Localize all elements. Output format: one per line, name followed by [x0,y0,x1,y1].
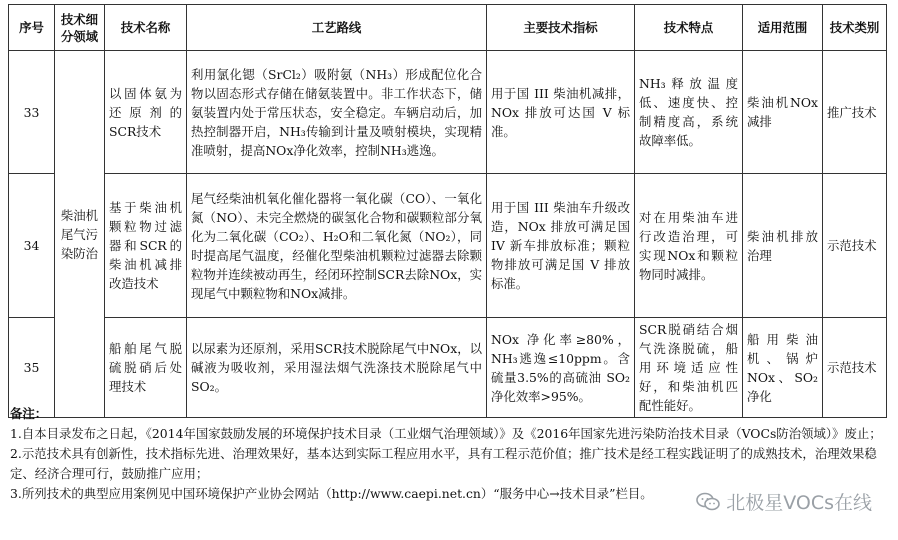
row-route: 尾气经柴油机氧化催化器将一氧化碳（CO）、一氧化氮（NO）、未完全燃烧的碳氢化合物和碳颗粒部分氧化为二氧化碳（CO₂）、H₂O和二氧化氮（NO₂），同时提高尾气温度，经催化型柴油机颗粒过滤器去除颗粒物并连续被动再生，经闭环控制SCR去除NOx，实现尾气中颗粒物和NOx减排。 [187,174,487,318]
row-scope: 船用柴油机、锅炉NOx、SO₂净化 [743,318,823,418]
technology-table [8,4,887,418]
note-item-2: 2.示范技术具有创新性，技术指标先进、治理效果好，基本达到实际工程应用水平，具有工程示范价值；推广技术是经工程实践证明了的成熟技术，治理效果稳定、经济合理可行，鼓励推广应用； [10,446,877,481]
header-scope: 适用范围 [743,5,823,51]
row-name: 船舶尾气脱硫脱硝后处理技术 [105,318,187,418]
row-indicators: NOx 净化率≥80%，NH₃逃逸≤10ppm。含硫量3.5%的高硫油 SO₂净化效率>95%。 [487,318,635,418]
header-indicators: 主要技术指标 [487,5,635,51]
header-no: 序号 [9,5,55,51]
table-row [9,51,887,174]
row-route: 利用氯化锶（SrCl₂）吸附氨（NH₃）形成配位化合物以固态形式存储在储氨装置中。非工作状态下，储氨装置内处于常压状态，安全稳定。车辆启动后，加热控制器开启，NH₃传输到计量及喷射模块，实现精准喷射，提高NOx净化效率，控制NH₃逃逸。 [187,51,487,174]
row-features: 对在用柴油车进行改造治理，可实现NOx和颗粒物同时减排。 [635,174,743,318]
row-indicators: 用于国 III 柴油机减排，NOx 排放可达国 V 标准。 [487,51,635,174]
table-row [9,318,887,418]
row-indicators: 用于国 III 柴油车升级改造，NOx 排放可满足国 IV 新车排放标准；颗粒物排放可满足国 V 排放标准。 [487,174,635,318]
header-route: 工艺路线 [187,5,487,51]
row-no: 34 [9,174,55,318]
row-features: SCR脱硝结合烟气洗涤脱硫，船用环境适应性好，和柴油机匹配性能好。 [635,318,743,418]
header-category: 技术类别 [823,5,887,51]
row-category: 推广技术 [823,51,887,174]
watermark [692,488,876,515]
note-item-1: 1.自本目录发布之日起，《2014年国家鼓励发展的环境保护技术目录（工业烟气治理领域）》及《2016年国家先进污染防治技术目录（VOCs防治领域）》废止； [10,426,882,441]
notes-heading: 备注： [10,406,48,421]
row-category: 示范技术 [823,174,887,318]
table-row [9,174,887,318]
header-features: 技术特点 [635,5,743,51]
table-header-row [9,5,887,51]
watermark-text: 北极星VOCs在线 [726,492,872,514]
wechat-icon [696,492,720,512]
field-cell: 柴油机尾气污染防治 [55,51,105,418]
row-no: 33 [9,51,55,174]
row-features: NH₃释放温度低、速度快、控制精度高，系统故障率低。 [635,51,743,174]
header-name: 技术名称 [105,5,187,51]
row-route: 以尿素为还原剂，采用SCR技术脱除尾气中NOx，以碱液为吸收剂，采用湿法烟气洗涤技术脱除尾气中SO₂。 [187,318,487,418]
header-field: 技术细分领域 [55,5,105,51]
note-item-3: 3.所列技术的典型应用案例见中国环境保护产业协会网站（http://www.caepi.net.cn）“服务中心→技术目录”栏目。 [10,486,653,501]
row-no: 35 [9,318,55,418]
row-category: 示范技术 [823,318,887,418]
row-name: 以固体氨为还原剂的SCR技术 [105,51,187,174]
row-name: 基于柴油机颗粒物过滤器和SCR的柴油机减排改造技术 [105,174,187,318]
row-scope: 柴油机NOx减排 [743,51,823,174]
row-scope: 柴油机排放治理 [743,174,823,318]
